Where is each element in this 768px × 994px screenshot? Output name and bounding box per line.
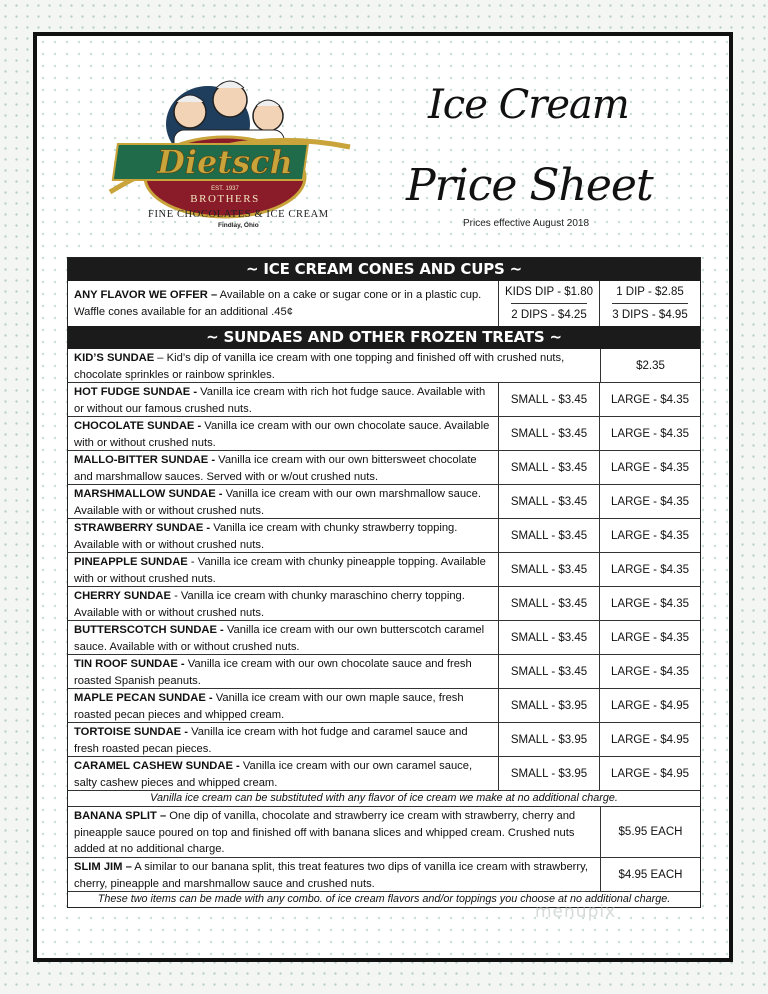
price-small: SMALL - $3.45 [499,451,600,484]
banana-split-row [68,806,700,857]
logo-location: Findlay, Ohio [218,222,259,229]
cones-section-heading: ~ ICE CREAM CONES AND CUPS ~ [68,258,700,281]
sundae-row [68,586,700,620]
menu-item-text: Vanilla ice cream with our own marshmallow sauce. Available with or without crushed nuts. [74,488,481,517]
sundae-row [68,552,700,586]
price-table [67,257,701,908]
sundae-row [68,484,700,518]
price-small: SMALL - $3.45 [499,621,600,654]
slim-jim-row [68,857,700,891]
menu-item-description [68,689,499,722]
sundae-row [68,756,700,790]
price-large: LARGE - $4.35 [611,529,689,542]
cones-item-desc: Available on a cake or sugar cone or in a plastic cup. Waffle cones available for an additional .45¢ [74,289,482,318]
sundae-row [68,518,700,552]
menu-item-name: BANANA SPLIT – [74,810,167,822]
cones-description [68,281,499,326]
menu-item-name: CHERRY SUNDAE [74,590,171,602]
cones-price-col-2 [600,281,700,326]
menu-item-name: PINEAPPLE SUNDAE [74,556,188,568]
menu-item-description [68,621,499,654]
sundae-row [68,722,700,756]
menu-item-text: Vanilla ice cream with rich hot fudge sauce. Available with or without our famous crushed nuts. [74,386,486,415]
cones-row [68,281,700,326]
sundae-row [68,688,700,722]
vanilla-substitution-note: Vanilla ice cream can be substituted with any flavor of ice cream we make at no additional charge. [68,790,700,806]
cones-price-col-1 [499,281,600,326]
menu-item-text: Vanilla ice cream with our own butterscotch caramel sauce. Available with or without crushed nuts. [74,624,485,653]
price-small: SMALL - $3.45 [499,587,600,620]
logo-est-text: EST. 1937 [211,186,239,192]
sundaes-section-heading: ~ SUNDAES AND OTHER FROZEN TREATS ~ [68,326,700,349]
price-large: LARGE - $4.35 [611,665,689,678]
price-small: SMALL - $3.95 [499,723,600,756]
price-each: $4.95 EACH [618,868,683,881]
menu-item-description [68,655,499,688]
price-large: LARGE - $4.35 [611,563,689,576]
sundae-row [68,416,700,450]
price-large: LARGE - $4.95 [611,767,689,780]
price-large: LARGE - $4.35 [611,597,689,610]
logo-tagline: FINE CHOCOLATES & ICE CREAM [148,209,329,220]
logo-brand-text: Dietsch [157,143,293,181]
menu-item-description [68,417,499,450]
menu-item-name: TORTOISE SUNDAE - [74,726,188,738]
menu-item-text: Vanilla ice cream with our own chocolate sauce. Available with or without crushed nuts. [74,420,490,449]
menu-item-description [68,757,499,790]
price-large: LARGE - $4.35 [611,631,689,644]
combo-note: These two items can be made with any combo. of ice cream flavors and/or toppings you choose at no additional charge. [68,891,700,907]
price-large: LARGE - $4.35 [611,461,689,474]
menu-item-name: BUTTERSCOTCH SUNDAE - [74,624,224,636]
menu-item-text: Vanilla ice cream with our own bittersweet chocolate and marshmallow sauces. Served with or w/out crushed nuts. [74,454,477,483]
menu-item-description [68,383,499,416]
menu-item-description [68,807,601,857]
menu-item-description [68,485,499,518]
menu-item-text: Vanilla ice cream with chunky strawberry topping. Available with or without crushed nuts. [74,522,458,551]
title-line-1: Ice Cream [428,82,629,128]
menu-item-text: A similar to our banana split, this treat features two dips of vanilla ice cream with strawberry, cherry, pineapple and marshmallow sauce and crushed nuts. [74,861,589,890]
price-large: LARGE - $4.35 [611,393,689,406]
kids-sundae-row [68,349,700,382]
price-small: SMALL - $3.45 [499,553,600,586]
sundae-row [68,450,700,484]
menupix-watermark: menupix [535,902,617,922]
price-2-dips: 2 DIPS - $4.25 [511,303,586,326]
menu-item-description [68,451,499,484]
menu-item-text: Vanilla ice cream with our own caramel sauce, salty cashew pieces and whipped cream. [74,760,473,789]
menu-item-description [68,553,499,586]
price-each: $5.95 EACH [618,826,683,838]
menu-item-description [68,349,601,382]
price-small: SMALL - $3.45 [499,655,600,688]
menu-item-description [68,587,499,620]
menu-item-text: - Vanilla ice cream with chunky maraschino cherry topping. Available with or without crushed nuts. [74,590,465,619]
price-small: SMALL - $3.45 [499,485,600,518]
price-kids-dip: KIDS DIP - $1.80 [505,286,593,298]
menu-item-description [68,723,499,756]
menu-item-name: SLIM JIM – [74,861,132,873]
menu-item-text: One dip of vanilla, chocolate and strawberry ice cream with strawberry, cherry and pineapple sauce poured on top and finished off with banana slices and whipped cream. Crushed nuts added at no additional charge. [74,810,576,855]
price-1-dip: 1 DIP - $2.85 [616,286,684,298]
prices-effective-date: Prices effective August 2018 [463,218,590,229]
logo-brothers-text: BROTHERS [190,193,260,205]
menu-item-text: Vanilla ice cream with hot fudge and caramel sauce and fresh roasted pecan pieces. [74,726,468,755]
menu-item-description [68,858,601,891]
menu-item-description [68,519,499,552]
menu-item-name: CARAMEL CASHEW SUNDAE - [74,760,240,772]
price-large: LARGE - $4.35 [611,427,689,440]
price-3-dips: 3 DIPS - $4.95 [612,303,687,326]
price-small: SMALL - $3.45 [499,383,600,416]
price-small: SMALL - $3.45 [499,417,600,450]
title-line-2: Price Sheet [406,160,653,211]
menu-item-text: – Kid’s dip of vanilla ice cream with one topping and finished off with crushed nuts, chocolate sprinkles or rainbow sprinkles. [74,352,565,381]
menu-item-text: Vanilla ice cream with our own chocolate sauce and fresh roasted Spanish peanuts. [74,658,472,687]
menu-item-text: - Vanilla ice cream with chunky pineapple topping. Available with or without crushed nuts. [74,556,486,585]
sundae-row [68,654,700,688]
price-large: LARGE - $4.95 [611,733,689,746]
price-small: SMALL - $3.45 [499,519,600,552]
menu-item-name: KID’S SUNDAE [74,352,155,364]
menu-item-name: TIN ROOF SUNDAE - [74,658,185,670]
menu-item-name: MAPLE PECAN SUNDAE - [74,692,213,704]
price-small: SMALL - $3.95 [499,689,600,722]
menu-item-name: MARSHMALLOW SUNDAE - [74,488,223,500]
price-large: LARGE - $4.95 [611,699,689,712]
cones-item-name: ANY FLAVOR WE OFFER – [74,289,218,301]
sundae-row [68,382,700,416]
sundae-row [68,620,700,654]
price-small: SMALL - $3.95 [499,757,600,790]
dietsch-brothers-logo [90,72,360,232]
menu-item-name: HOT FUDGE SUNDAE - [74,386,198,398]
menu-item-text: Vanilla ice cream with our own maple sauce, fresh roasted pecan pieces and whipped cream. [74,692,464,721]
price-each: $2.35 [636,359,665,372]
menu-item-name: MALLO-BITTER SUNDAE - [74,454,216,466]
menu-item-name: CHOCOLATE SUNDAE - [74,420,202,432]
price-large: LARGE - $4.35 [611,495,689,508]
menu-item-name: STRAWBERRY SUNDAE - [74,522,211,534]
